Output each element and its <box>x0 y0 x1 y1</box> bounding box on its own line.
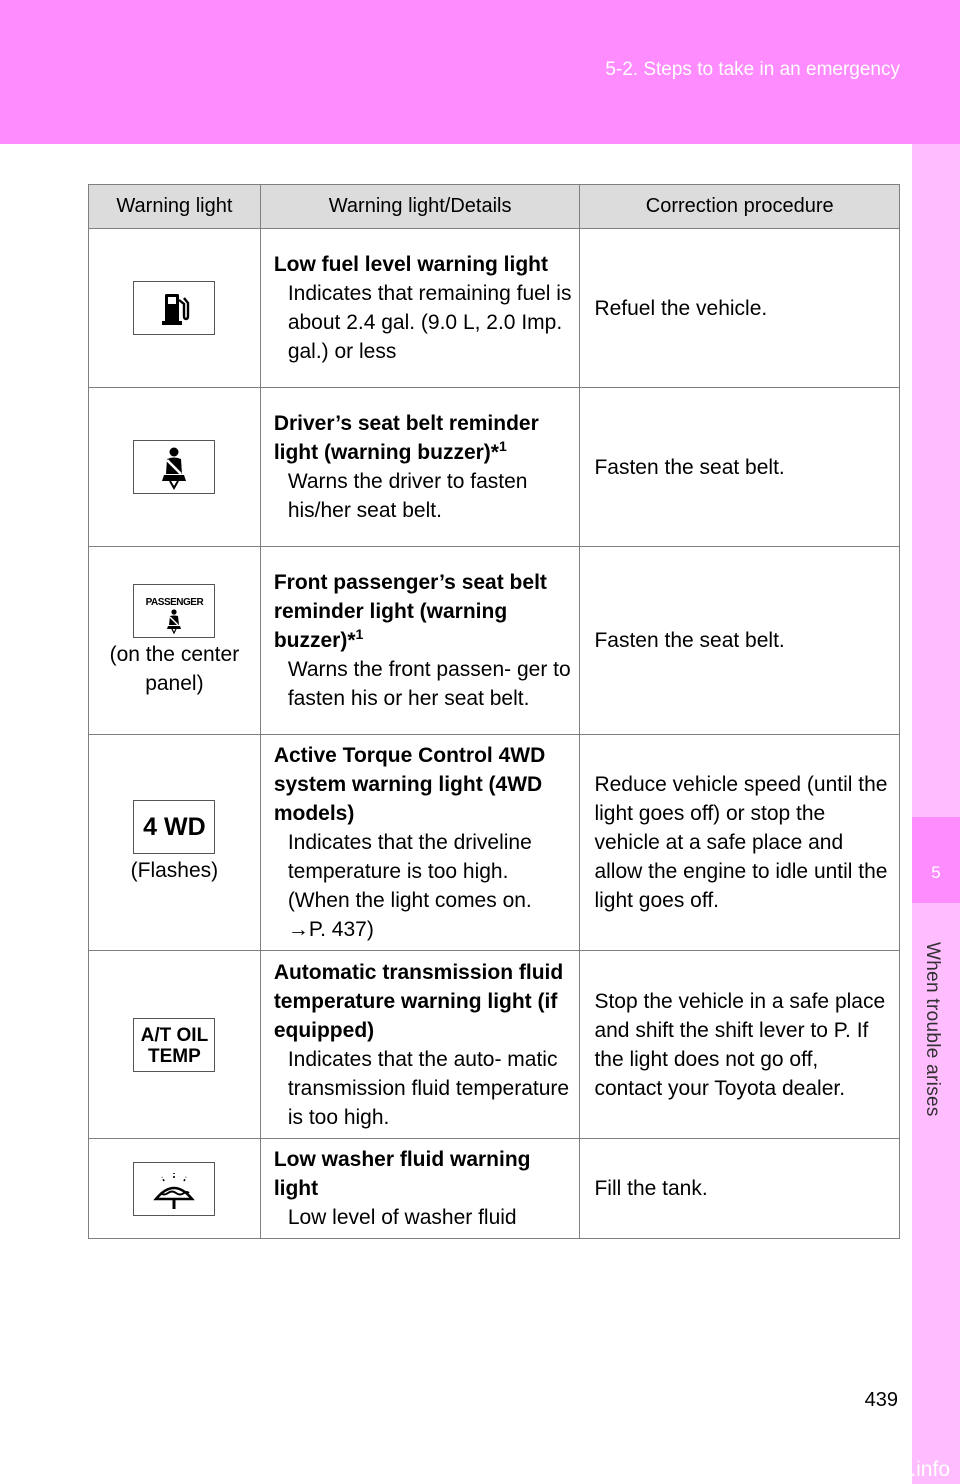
light-description: Warns the driver to fasten his/her seat belt. <box>287 470 528 522</box>
icon-caption: (Flashes) <box>130 859 219 882</box>
details-cell <box>260 1139 580 1239</box>
seat-belt-icon <box>133 440 215 494</box>
light-description: Low level of washer fluid <box>287 1206 517 1229</box>
procedure-cell: Fasten the seat belt. <box>580 388 900 547</box>
light-description: Warns the front passen- ger to fasten his or her seat belt. <box>287 658 571 710</box>
table-row <box>89 229 900 388</box>
procedure-cell: Refuel the vehicle. <box>580 229 900 388</box>
washer-fluid-icon <box>133 1162 215 1216</box>
chapter-label: When trouble arises <box>922 942 943 1117</box>
procedure-cell: Stop the vehicle in a safe place and shift the shift lever to P. If the light does not go off, contact your Toyota dealer. <box>580 951 900 1139</box>
warning-light-cell <box>89 951 261 1139</box>
light-title-text: Driver’s seat belt reminder light (warning buzzer)* <box>273 412 539 464</box>
chapter-tab <box>912 817 960 903</box>
chapter-side-strip <box>912 144 960 1484</box>
light-title <box>274 568 572 655</box>
footnote-marker: 1 <box>498 438 507 454</box>
warning-light-table <box>88 184 900 1239</box>
light-title: Active Torque Control 4WD system warning light (4WD models) <box>273 744 546 825</box>
table-row <box>89 547 900 735</box>
warning-light-cell <box>89 1139 261 1239</box>
light-description: Indicates that the auto- matic transmission fluid temperature is too high. <box>287 1047 570 1129</box>
chapter-number: 5 <box>931 863 941 882</box>
4wd-icon <box>133 800 215 854</box>
at-oil-label: A/T OIL <box>140 1024 209 1046</box>
details-cell <box>260 388 580 547</box>
icon-caption: (on the center panel) <box>109 642 240 695</box>
details-cell <box>260 547 580 735</box>
warning-light-cell <box>89 735 261 951</box>
at-oil-temp-icon <box>133 1018 215 1072</box>
table-row <box>89 735 900 951</box>
table-row <box>89 951 900 1139</box>
light-description: Indicates that the driveline temperature is too high. (When the light comes on. →P. 437) <box>287 831 532 941</box>
column-header: Warning light <box>89 185 261 229</box>
warning-light-cell <box>89 229 261 388</box>
passenger-seat-belt-icon <box>133 584 215 638</box>
procedure-cell: Fill the tank. <box>580 1139 900 1239</box>
details-cell <box>260 229 580 388</box>
light-title-text: Front passenger’s seat belt reminder light (warning buzzer)* <box>273 571 547 652</box>
light-title: Automatic transmission fluid temperature warning light (if equipped) <box>273 960 564 1042</box>
page-number: 439 <box>864 1389 898 1411</box>
table-row <box>89 388 900 547</box>
column-header: Correction procedure <box>580 185 900 229</box>
details-cell <box>260 735 580 951</box>
table-row <box>89 1139 900 1239</box>
column-header: Warning light/Details <box>260 185 580 229</box>
warning-light-cell <box>89 547 261 735</box>
fuel-pump-icon <box>133 281 215 335</box>
procedure-cell: Fasten the seat belt. <box>580 547 900 735</box>
footnote-marker: 1 <box>355 626 364 642</box>
light-description: Indicates that remaining fuel is about 2.4 gal. (9.0 L, 2.0 Imp. gal.) or less <box>287 282 572 363</box>
temp-label: TEMP <box>148 1045 201 1067</box>
watermark: carmanualsonline.info <box>745 1458 950 1481</box>
section-title: 5-2. Steps to take in an emergency <box>605 59 900 80</box>
procedure-cell: Reduce vehicle speed (until the light goes off) or stop the vehicle at a safe place and allow the engine to idle until the light goes off. <box>580 735 900 951</box>
warning-light-cell <box>89 388 261 547</box>
light-title: Low washer fluid warning light <box>273 1148 531 1200</box>
light-title <box>274 409 572 467</box>
4wd-label: 4 WD <box>143 813 206 841</box>
details-cell <box>260 951 580 1139</box>
table-header-row <box>89 185 900 229</box>
light-title: Low fuel level warning light <box>273 253 549 276</box>
passenger-label: PASSENGER <box>145 596 204 608</box>
